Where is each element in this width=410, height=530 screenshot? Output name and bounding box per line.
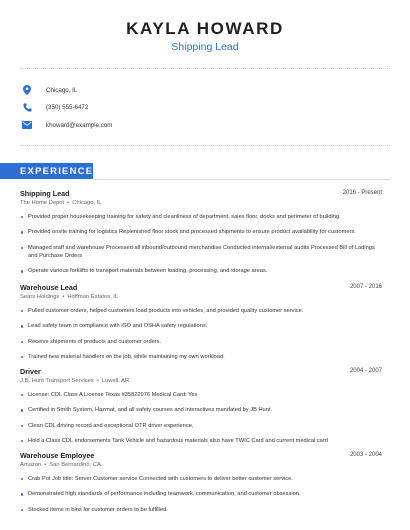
bullet-item: Stocked items in bins for customer orders to be fulfilled. bbox=[20, 506, 382, 514]
bullet-dot bbox=[21, 440, 23, 442]
bullet-dot bbox=[21, 310, 23, 312]
bullet-dot bbox=[21, 356, 23, 358]
bullet-dot bbox=[21, 394, 23, 396]
job-company-line: J.B. Hunt Transport Services • Lowell, AR bbox=[20, 378, 130, 384]
contact-location bbox=[20, 83, 77, 97]
bullet-item: Managed staff and warehouse Processed all inbound/outbound merchandise Conducted internal/external audits Processed Bill of Ladings and Purchase Orders bbox=[20, 244, 382, 261]
bullet-item: Clean CDL driving record and exceptional OTR driver experience, bbox=[20, 422, 382, 430]
experience-section-header bbox=[0, 163, 93, 179]
job-company: Sears Holdings bbox=[20, 294, 60, 300]
bullet-item: Crab Pot Job title: Server Customer service Connected with customers to deliver better customer service. bbox=[20, 475, 382, 483]
email-link[interactable]: khoward@example.com bbox=[46, 121, 113, 129]
experience-section-rule bbox=[93, 179, 390, 180]
candidate-name: KAYLA HOWARD bbox=[126, 19, 284, 38]
job-dates: 2016 - Present bbox=[342, 190, 382, 196]
bullet-dot bbox=[21, 247, 23, 249]
phone-icon bbox=[20, 100, 34, 114]
header-divider bbox=[20, 68, 390, 69]
job-title: Driver bbox=[20, 367, 41, 376]
bullet-item: Provided proper housekeeping training for safety and cleanliness of department, sales floor, docks and perimeter of building. bbox=[20, 213, 382, 221]
bullet-dot bbox=[21, 409, 23, 411]
envelope-icon bbox=[20, 118, 34, 132]
job-title: Shipping Lead bbox=[20, 189, 70, 198]
experience-section-label: EXPERIENCE bbox=[20, 166, 94, 177]
bullet-item: Demonstrated high standards of performance including teamwork, communication, and customer obsession. bbox=[20, 490, 382, 498]
job-bullets bbox=[20, 475, 382, 514]
job-dates: 2004 - 2007 bbox=[349, 368, 382, 374]
bullet-item: Pulled customer orders, helped customers load products into vehicles, and provided quality customer service. bbox=[20, 307, 382, 315]
job-location: Chicago, IL bbox=[72, 200, 102, 206]
bullet-dot bbox=[21, 509, 23, 511]
job-title: Warehouse Lead bbox=[20, 283, 78, 292]
job-dates: 2007 - 2016 bbox=[349, 284, 382, 290]
contact-phone bbox=[20, 100, 88, 114]
bullet-item: Trained new material handlers on the job, while maintaining my own workload. bbox=[20, 353, 382, 361]
bullet-item: Provided onsite training for logistics Replenished floor stock and processed shipments to ensure product availability for customers. bbox=[20, 228, 382, 236]
job-company-line: The Home Depot • Chicago, IL bbox=[20, 200, 102, 206]
bullet-item: License: CDL Class A License Texas #35822976 Medical Card: Yes bbox=[20, 391, 382, 399]
job-company-line: Amazon • San Bernardino, CA bbox=[20, 462, 101, 468]
job-entry bbox=[20, 367, 382, 445]
map-pin-icon bbox=[20, 83, 34, 97]
bullet-item: Hold a Class CDL endorsements Tank Vehicle and hazardous materials also have TWIC Card and current medical card bbox=[20, 437, 382, 445]
bullet-item: Lead safety team in compliance with ISO and OSHA safety regulations. bbox=[20, 322, 382, 330]
bullet-dot bbox=[21, 231, 23, 233]
bullet-dot bbox=[21, 270, 23, 272]
job-bullets bbox=[20, 307, 382, 361]
job-bullets bbox=[20, 213, 382, 275]
location-text: Chicago, IL bbox=[46, 86, 78, 94]
bullet-dot bbox=[21, 478, 23, 480]
phone-text: (350) 555-6472 bbox=[46, 103, 89, 111]
job-entry bbox=[20, 189, 382, 275]
job-company: J.B. Hunt Transport Services bbox=[20, 378, 94, 384]
bullet-item: Certified in Smith System, Hazmat, and all safety courses and interactives mandated by JB Hunt. bbox=[20, 406, 382, 414]
candidate-title: Shipping Lead bbox=[171, 41, 239, 53]
job-location: Hoffman Estates, IL bbox=[67, 294, 119, 300]
job-entry bbox=[20, 451, 382, 514]
bullet-dot bbox=[21, 341, 23, 343]
bullet-dot bbox=[21, 493, 23, 495]
job-bullets bbox=[20, 391, 382, 445]
job-company: Amazon bbox=[20, 462, 42, 468]
job-title: Warehouse Employee bbox=[20, 451, 95, 460]
bullet-item: Receive shipments of products and customer orders. bbox=[20, 338, 382, 346]
job-company-line: Sears Holdings • Hoffman Estates, IL bbox=[20, 294, 119, 300]
job-dates: 2003 - 2004 bbox=[349, 452, 382, 458]
bullet-dot bbox=[21, 325, 23, 327]
contact-email bbox=[20, 118, 112, 132]
job-company: The Home Depot bbox=[20, 200, 65, 206]
contact-divider bbox=[20, 145, 390, 146]
bullet-item: Operate various forklifts to transport materials between loading, processing, and storage areas. bbox=[20, 267, 382, 275]
bullet-dot bbox=[21, 425, 23, 427]
bullet-dot bbox=[21, 216, 23, 218]
job-location: Lowell, AR bbox=[101, 378, 130, 384]
job-entry bbox=[20, 283, 382, 361]
job-location: San Bernardino, CA bbox=[49, 462, 101, 468]
